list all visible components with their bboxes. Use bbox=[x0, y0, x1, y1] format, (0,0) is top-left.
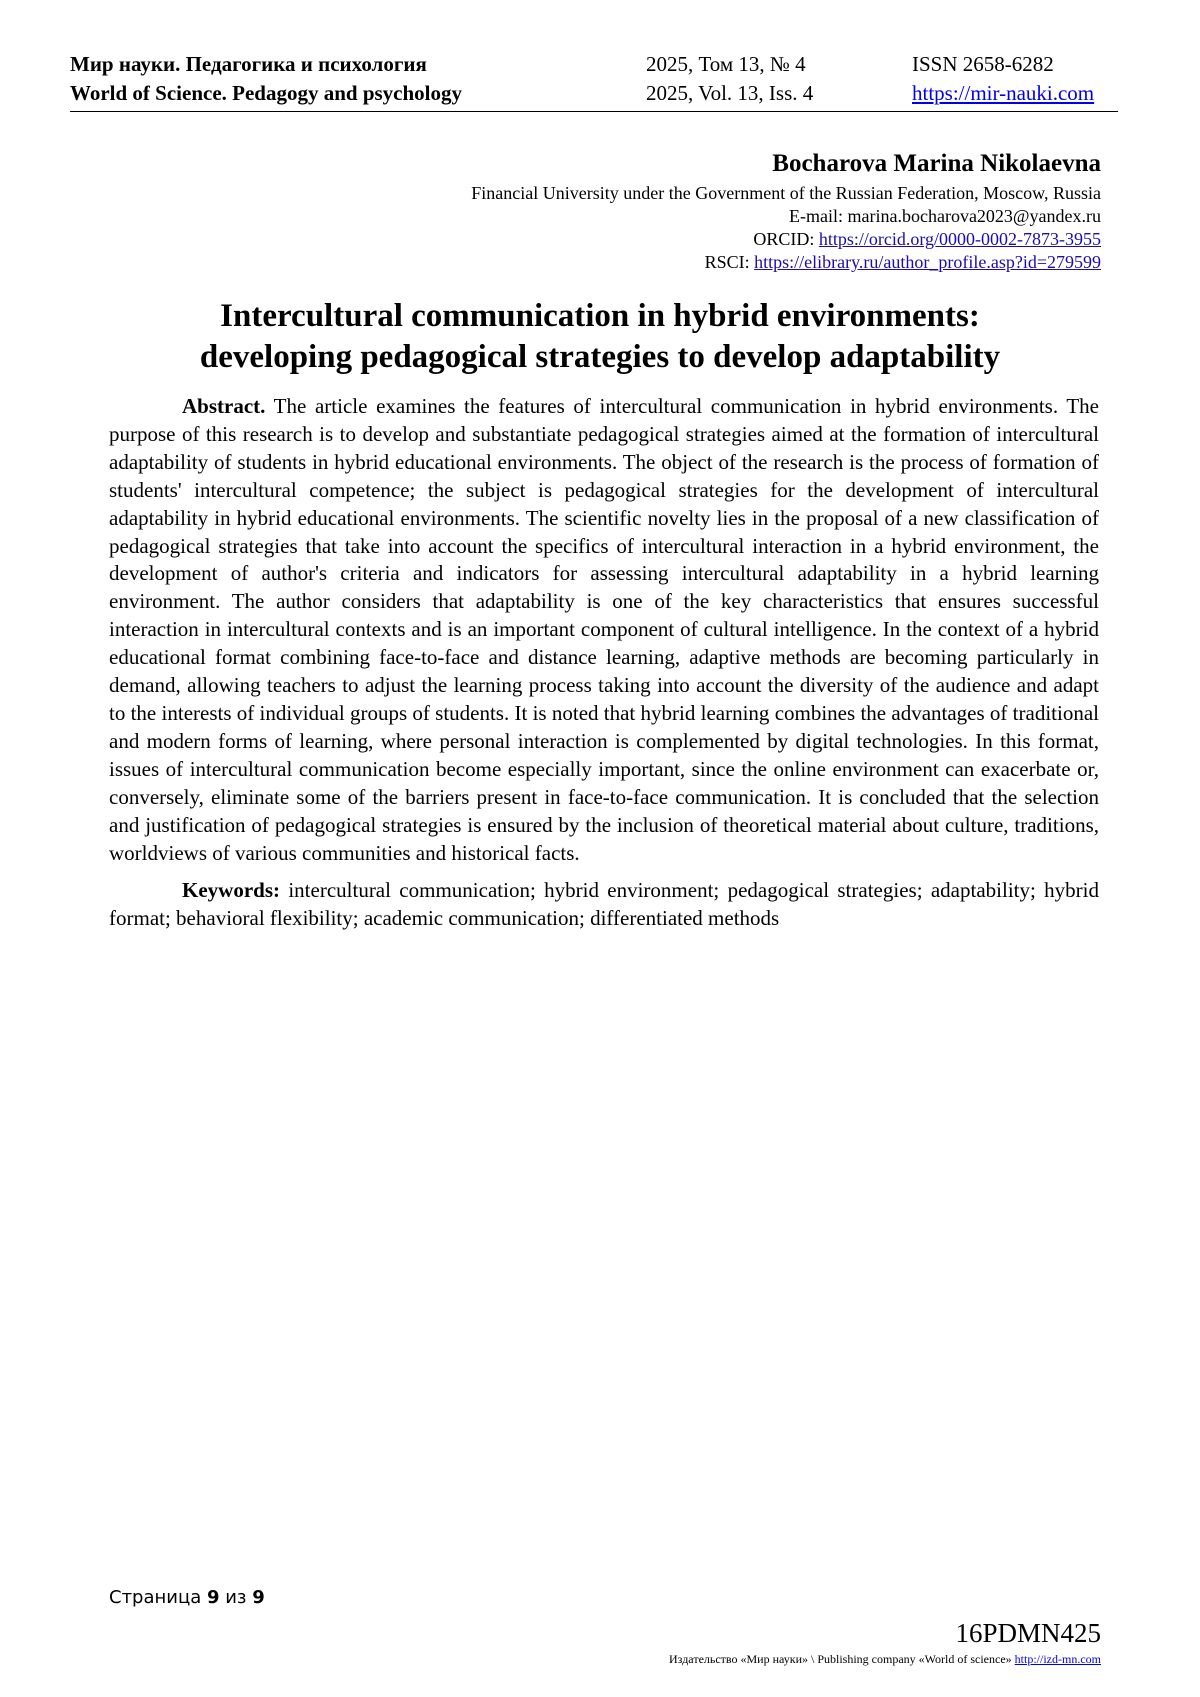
page-prefix: Страница bbox=[109, 1587, 207, 1608]
title-line-1: Intercultural communication in hybrid environments: bbox=[220, 298, 980, 334]
author-affiliation: Financial University under the Government of the Russian Federation, Moscow, Russia bbox=[471, 183, 1101, 203]
keywords-label: Keywords: bbox=[182, 878, 280, 903]
abstract-label: Abstract. bbox=[182, 394, 266, 418]
publisher-link[interactable]: http://izd-mn.com bbox=[1014, 1652, 1101, 1666]
journal-site-link[interactable]: https://mir-nauki.com bbox=[912, 81, 1095, 105]
page-number bbox=[109, 1586, 265, 1610]
journal-header bbox=[70, 50, 1118, 108]
keywords-text: intercultural communication; hybrid environment; pedagogical strategies; adaptability; hybrid format; behavioral flexibility; academic communication; differentiated methods bbox=[109, 878, 1100, 931]
header-row-ru bbox=[70, 50, 1118, 79]
header-divider bbox=[70, 111, 1118, 112]
author-name: Bocharova Marina Nikolaevna bbox=[772, 150, 1101, 177]
author-rsci bbox=[341, 251, 1101, 274]
page-current: 9 bbox=[206, 1587, 220, 1608]
page-sep: из bbox=[219, 1587, 253, 1608]
abstract-section bbox=[109, 393, 1099, 933]
publisher-text: Издательство «Мир науки» \ Publishing company «World of science» bbox=[669, 1652, 1015, 1666]
volume-ru: 2025, Том 13, № 4 bbox=[646, 52, 806, 76]
journal-name-ru: Мир науки. Педагогика и психология bbox=[70, 52, 427, 76]
article-title bbox=[100, 296, 1100, 378]
abstract-text: The article examines the features of intercultural communication in hybrid environments. The purpose of this research is to develop and substantiate pedagogical strategies aimed at the formation of intercultural adaptability of students in hybrid educational environments. The object of the research is the process of formation of students' intercultural competence; the subject is pedagogical strategies for the development of intercultural adaptability in hybrid educational environments. The scientific novelty lies in the proposal of a new classification of pedagogical strategies that take into account the specifics of intercultural interaction in a hybrid environment, the development of author's criteria and indicators for assessing intercultural adaptability in a hybrid learning environment. The author considers that adaptability is one of the key characteristics that ensures successful interaction in intercultural contexts and is an important component of cultural intelligence. In the context of a hybrid educational format combining face-to-face and distance learning, adaptive methods are becoming particularly in demand, allowing teachers to adjust the learning process taking into account the diversity of the audience and adapt to the interests of individual groups of students. It is noted that hybrid learning combines the advantages of traditional and modern forms of learning, where personal interaction is complemented by digital technologies. In this format, issues of intercultural communication become especially important, since the online environment can exacerbate or, conversely, eliminate some of the barriers present in face-to-face communication. It is concluded that the selection and justification of pedagogical strategies is ensured by the inclusion of theoretical material about culture, traditions, worldviews of various communities and historical facts. bbox=[109, 394, 1099, 865]
rsci-label: RSCI: bbox=[704, 252, 755, 272]
author-email bbox=[341, 205, 1101, 228]
keywords-paragraph bbox=[109, 877, 1099, 933]
email-value: marina.bocharova2023@yandex.ru bbox=[847, 206, 1101, 226]
email-label: E-mail: bbox=[789, 206, 848, 226]
page-total: 9 bbox=[252, 1587, 265, 1608]
abstract-paragraph bbox=[109, 393, 1099, 867]
author-info bbox=[341, 148, 1101, 274]
orcid-label: ORCID: bbox=[753, 229, 819, 249]
article-code: 16PDMN425 bbox=[955, 1618, 1101, 1648]
header-row-en bbox=[70, 79, 1118, 108]
volume-en: 2025, Vol. 13, Iss. 4 bbox=[646, 81, 814, 105]
publisher-line bbox=[669, 1651, 1101, 1667]
title-line-2: developing pedagogical strategies to develop adaptability bbox=[199, 339, 1001, 375]
rsci-link[interactable]: https://elibrary.ru/author_profile.asp?id=279599 bbox=[754, 252, 1101, 272]
issn: ISSN 2658-6282 bbox=[912, 52, 1054, 76]
author-orcid bbox=[341, 228, 1101, 251]
journal-name-en: World of Science. Pedagogy and psychology bbox=[70, 81, 463, 105]
orcid-link[interactable]: https://orcid.org/0000-0002-7873-3955 bbox=[818, 229, 1101, 249]
